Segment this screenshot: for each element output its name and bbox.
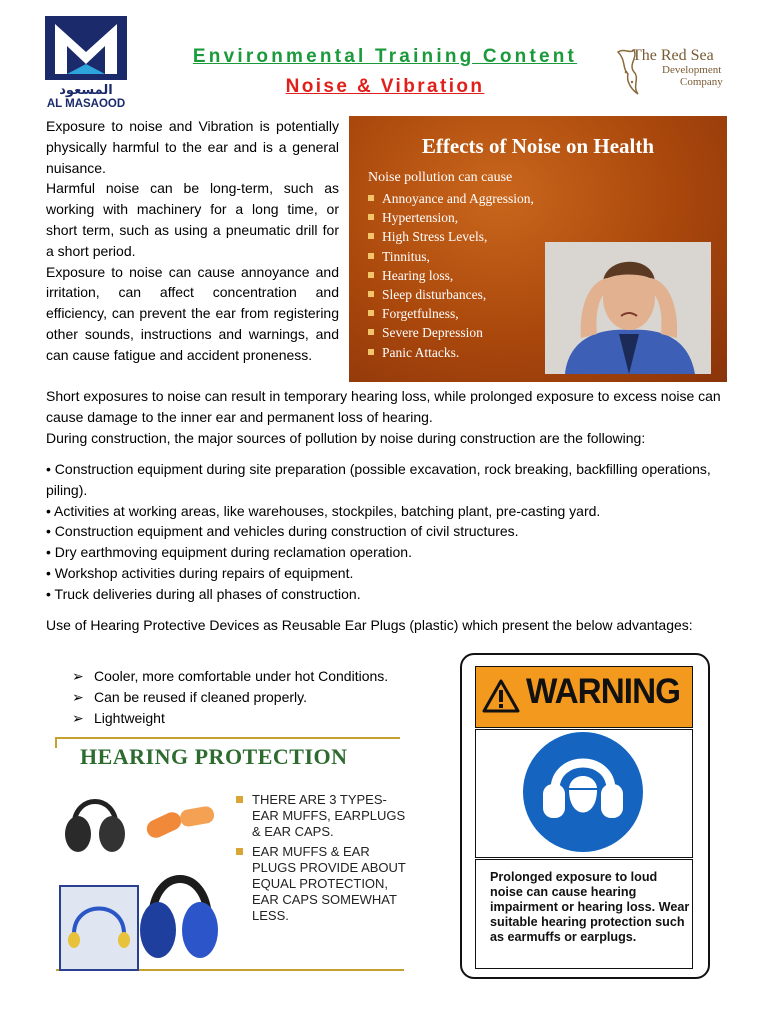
al-masaood-logo (45, 16, 127, 108)
list-item: • Dry earthmoving equipment during reclamation operation. (46, 544, 412, 561)
warning-message-panel (475, 859, 693, 969)
slide-intro: Noise pollution can cause (368, 170, 513, 185)
ear-protection-mandatory-icon (519, 728, 647, 856)
earmuffs-icon (65, 802, 125, 853)
arrow-bullet-icon: ➢ (72, 688, 84, 705)
list-item: THERE ARE 3 TYPES- EAR MUFFS, EARPLUGS & EAR CAPS. (236, 792, 406, 840)
exposure-text (46, 386, 726, 448)
effects-slide (349, 116, 727, 382)
list-item: • Construction equipment during site preparation (possible excavation, rock breaking, backfilling operations, piling). (46, 461, 711, 498)
warning-pictogram-panel (475, 729, 693, 858)
stressed-man-photo (545, 242, 711, 374)
foam-earplugs-icon (144, 805, 215, 841)
intro-paragraph: Exposure to noise can cause annoyance and irritation, can affect concentration and efficiency, can prevent the ear from registering other sounds, instructions and warnings, and can cause fatigue and accident proneness. (46, 263, 339, 363)
advantages-list (72, 666, 452, 728)
warning-sign (460, 653, 710, 979)
logo-arabic: المسعود (59, 83, 113, 98)
logo-right-line2: Development (662, 64, 722, 76)
list-item: ➢ Cooler, more comfortable under hot Conditions. (72, 666, 452, 687)
list-item: • Workshop activities during repairs of equipment. (46, 564, 354, 581)
logo-right-line3: Company (680, 76, 723, 88)
arrow-bullet-icon: ➢ (72, 709, 84, 726)
slide-item: Panic Attacks. (368, 343, 534, 362)
slide-item: Severe Depression (368, 323, 534, 342)
warning-message: Prolonged exposure to loud noise can cause hearing impairment or hearing loss. Wear suitable hearing protection such as earmuffs or earplugs. (490, 870, 690, 944)
intro-paragraph: Harmful noise can be long-term, such as working with machinery for a long time, or short term, such as using a pneumatic drill for a short period. (46, 180, 339, 259)
hearing-protection-figure (54, 734, 406, 974)
list-item: ➢ Lightweight (72, 708, 452, 729)
list-item: ➢ Can be reused if cleaned properly. (72, 687, 452, 708)
red-sea-logo (614, 42, 729, 100)
hpd-intro: Use of Hearing Protective Devices as Reusable Ear Plugs (plastic) which present the below advantages: (46, 617, 693, 633)
slide-item: High Stress Levels, (368, 227, 534, 246)
hearing-protection-title: HEARING PROTECTION (80, 744, 348, 769)
body-paragraph: Short exposures to noise can result in temporary hearing loss, while prolonged exposure to excess noise can cause damage to the inner ear and permanent loss of hearing. (46, 388, 721, 425)
intro-text (46, 116, 339, 366)
slide-item: Forgetfulness, (368, 304, 534, 323)
slide-item: Hearing loss, (368, 266, 534, 285)
slide-list (368, 189, 534, 362)
arrow-bullet-icon: ➢ (72, 668, 84, 684)
warning-heading: WARNING (526, 672, 681, 711)
list-item: • Activities at working areas, like warehouses, stockpiles, batching plant, pre-casting yard. (46, 502, 601, 519)
slide-item: Sleep disturbances, (368, 285, 534, 304)
page-subtitle: Noise & Vibration (285, 76, 485, 97)
slide-item: Annoyance and Aggression, (368, 189, 534, 208)
slide-title: Effects of Noise on Health (421, 134, 655, 158)
list-item: EAR MUFFS & EAR PLUGS PROVIDE ABOUT EQUAL PROTECTION, EAR CAPS SOMEWHAT LESS. (236, 844, 406, 924)
page-title: Environmental Training Content (192, 46, 578, 67)
slide-item: Tinnitus, (368, 247, 534, 266)
list-item: • Construction equipment and vehicles during construction of civil structures. (46, 523, 519, 540)
intro-paragraph: Exposure to noise and Vibration is potentially physically harmful to the ear and is a general nuisance. (46, 118, 339, 176)
logo-name: AL MASAOOD (46, 98, 126, 108)
slide-item: Hypertension, (368, 208, 534, 227)
noise-sources-list (46, 459, 726, 605)
warning-triangle-icon (482, 679, 520, 713)
blue-earmuffs-icon (140, 879, 218, 958)
body-paragraph: During construction, the major sources of pollution by noise during construction are the following: (46, 429, 646, 446)
list-item: • Truck deliveries during all phases of construction. (46, 585, 361, 602)
hearing-protection-list (236, 792, 406, 928)
logo-right-line1: The Red Sea (632, 47, 714, 64)
